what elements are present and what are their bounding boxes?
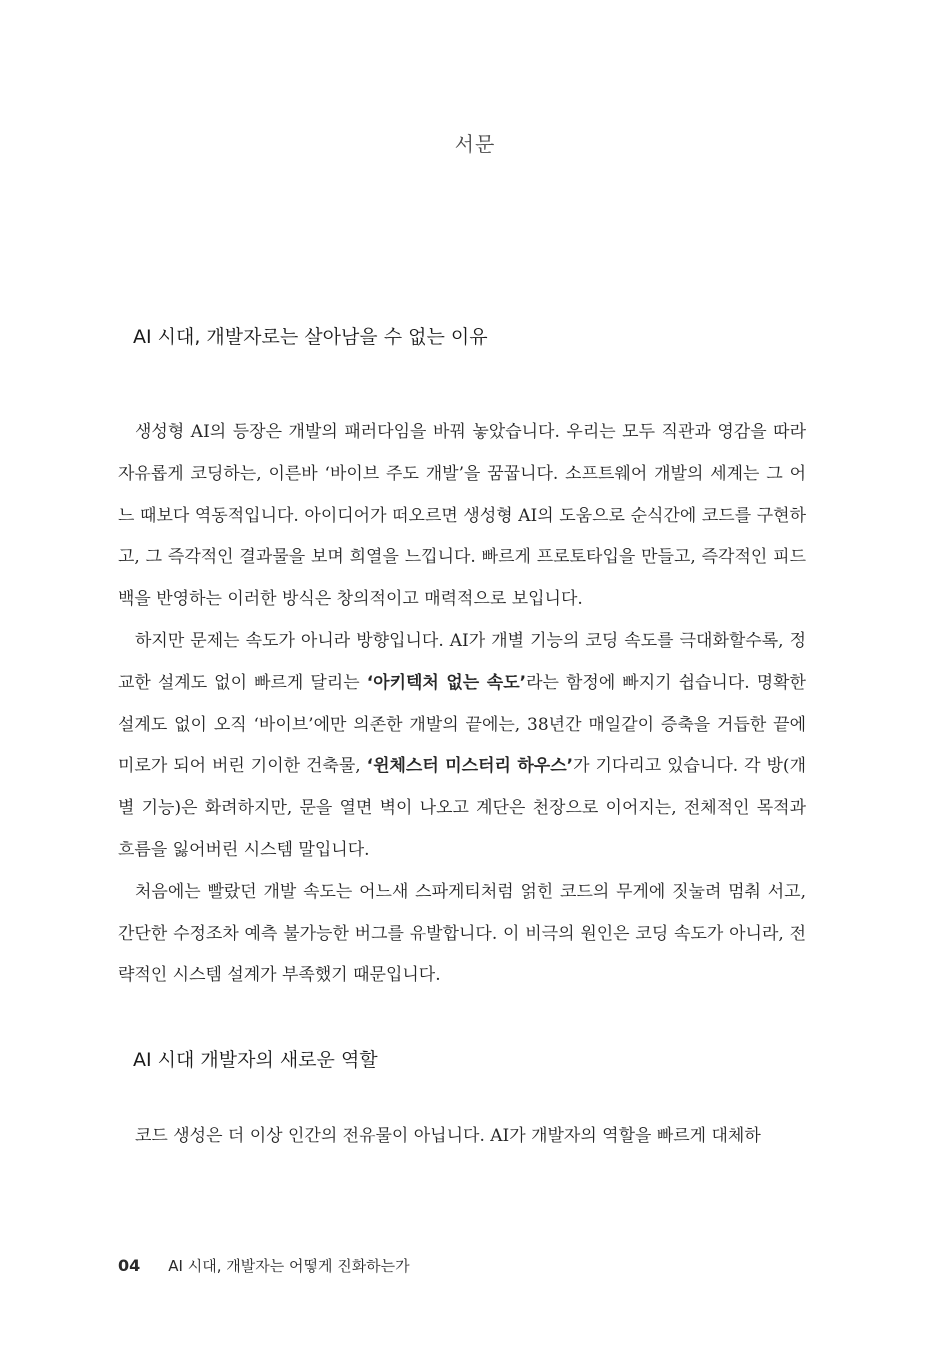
paragraph (118, 872, 806, 997)
running-title: AI 시대, 개발자는 어떻게 진화하는가 (168, 1257, 410, 1275)
paragraph (118, 621, 806, 872)
page-title: 서문 (454, 132, 496, 156)
paragraph-text: 라는 함정에 빠지기 쉽습니다. 명확한 설계도 없이 오직 ‘바이브’에만 의존한 개발의 끝에는, 38년간 매일같이 증축을 거듭한 끝에 미로가 되어 버린 기이한 건축물, (118, 672, 806, 777)
page-footer (118, 1255, 410, 1276)
paragraph-text: 처음에는 빨랐던 개발 속도는 어느새 스파게티처럼 얽힌 코드의 무게에 짓눌려 멈춰 서고, 간단한 수정조차 예측 불가능한 버그를 유발합니다. 이 비극의 원인은 코딩 속도가 아니라, 전략적인 시스템 설계가 부족했기 때문입니다. (118, 881, 806, 986)
paragraph-text: 가 기다리고 있습니다. 각 방(개별 기능)은 화려하지만, 문을 열면 벽이 나오고 계단은 천장으로 이어지는, 전체적인 목적과 흐름을 잃어버린 시스템 말입니다. (118, 756, 806, 860)
paragraph (118, 412, 806, 621)
paragraph-text: 생성형 AI의 등장은 개발의 패러다임을 바꿔 놓았습니다. 우리는 모두 직관과 영감을 따라 자유롭게 코딩하는, 이른바 ‘바이브 주도 개발’을 꿈꿉니다. 소프트웨어 개발의 세계는 그 어느 때보다 역동적입니다. 아이디어가 떠오르면 생성형 AI의 도움으로 순식간에 코드를 구현하고, 그 즉각적인 결과물을 보며 희열을 느낍니다. 빠르게 프로토타입을 만들고, 즉각적인 피드백을 반영하는 이러한 방식은 창의적이고 매력적으로 보입니다. (118, 422, 806, 610)
emphasis-text: ‘윈체스터 미스터리 하우스’ (366, 756, 574, 777)
page-number: 04 (118, 1256, 141, 1275)
paragraph-text: 코드 생성은 더 이상 인간의 전유물이 아닙니다. AI가 개발자의 역할을 빠르게 대체하 (135, 1126, 761, 1146)
section-heading-1: AI 시대, 개발자로는 살아남을 수 없는 이유 (133, 326, 488, 348)
section-1-body (118, 412, 806, 997)
emphasis-text: ‘아키텍처 없는 속도’ (366, 672, 527, 693)
section-heading-2: AI 시대 개발자의 새로운 역할 (133, 1049, 378, 1071)
paragraph (118, 1116, 806, 1158)
paragraph-text: 하지만 문제는 속도가 아니라 방향입니다. AI가 개별 기능의 코딩 속도를 극대화할수록, 정교한 설계도 없이 빠르게 달리는 (118, 630, 806, 693)
section-2-body (118, 1116, 806, 1158)
